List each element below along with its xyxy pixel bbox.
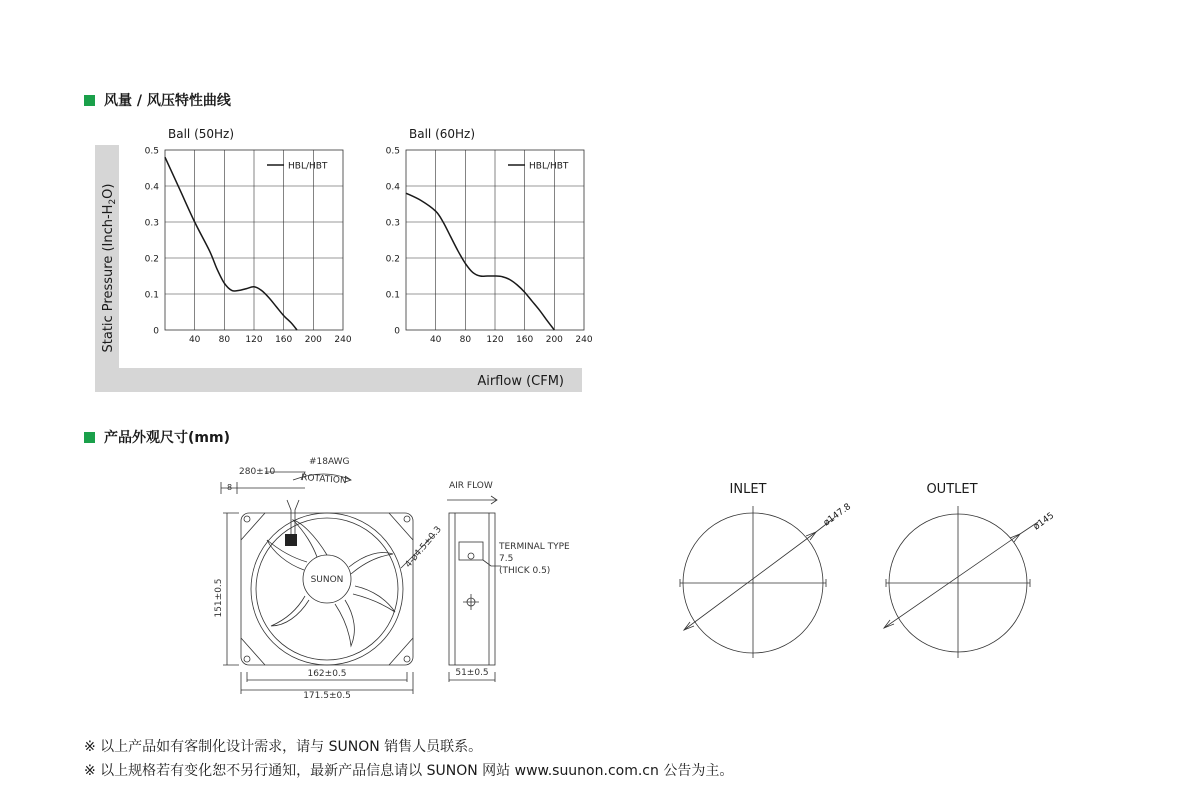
performance-curves-figure (92, 120, 592, 395)
side-view (447, 496, 501, 682)
x-tick-label: 120 (245, 335, 263, 345)
section-bullet-icon (84, 95, 95, 106)
terminal-type-label: TERMINAL TYPE (499, 542, 570, 552)
chart-title: Ball (50Hz) (168, 127, 235, 141)
section-bullet-icon (84, 432, 95, 443)
height-label: 151±0.5 (214, 578, 224, 618)
x-tick-label: 200 (545, 335, 563, 345)
outlet-view (884, 506, 1038, 658)
frame-corners (241, 513, 413, 665)
y-tick-label: 0.5 (144, 146, 159, 157)
rotation-label: ROTATION (300, 473, 347, 487)
pitch-label: 162±0.5 (307, 669, 347, 679)
mount-hole (404, 656, 410, 662)
legend (267, 162, 328, 172)
section-title-curves (84, 90, 231, 110)
terminal-screw (468, 553, 474, 559)
outlet-dia-label: ø145 (1031, 511, 1057, 533)
chart-ball-60hz (386, 127, 593, 345)
outlet-label: OUTLET (926, 482, 978, 497)
y-tick-label: 0 (394, 326, 400, 337)
inlet-dia-line (684, 518, 834, 630)
x-tick-label: 240 (575, 335, 593, 345)
chart-ball-50hz (145, 127, 352, 345)
inlet-outlet-drawing (664, 476, 1057, 666)
x-axis-label: Airflow (CFM) (477, 374, 564, 389)
fan-venturi-inner (256, 518, 398, 660)
inlet-view (680, 506, 834, 658)
y-tick-label: 0.4 (144, 182, 159, 193)
x-tick-label: 40 (429, 335, 442, 345)
section-title-dimensions (84, 427, 230, 447)
mount-hole (244, 656, 250, 662)
x-tick-label: 200 (304, 335, 322, 345)
y-tick-label: 0.2 (385, 254, 400, 265)
airflow-label: AIR FLOW (449, 481, 493, 491)
side-frame (449, 513, 495, 665)
fan-dimension-drawing (205, 450, 605, 705)
series-line-hbl-hbt (165, 157, 297, 330)
inlet-dia-label: ø147.8 (821, 501, 854, 529)
y-tick-label: 0.5 (385, 146, 400, 157)
inlet-label: INLET (729, 482, 767, 497)
brand-label: SUNON (310, 575, 344, 585)
series-line-hbl-hbt (406, 193, 554, 330)
wire-dim-line (221, 482, 305, 494)
section-title-text: 产品外观尺寸(mm) (104, 430, 230, 446)
note-specification: ※ 以上规格若有变化恕不另行通知，最新产品信息请以 SUNON 网站 www.suunon.com.cn 公告为主。 (84, 763, 734, 779)
terminal-box (459, 542, 483, 560)
inlet-centerlines (680, 506, 826, 658)
mount-hole (404, 516, 410, 522)
x-tick-label: 80 (459, 335, 472, 345)
x-tick-label: 160 (275, 335, 293, 345)
y-tick-label: 0.3 (385, 218, 400, 229)
y-tick-label: 0.4 (385, 182, 400, 193)
legend-label: HBL/HBT (529, 161, 569, 172)
section-title-text: 风量 / 风压特性曲线 (104, 93, 231, 109)
height-dim-line (223, 513, 239, 665)
depth-label: 51±0.5 (455, 668, 489, 678)
mount-hole (244, 516, 250, 522)
x-tick-label: 240 (334, 335, 352, 345)
y-tick-label: 0.1 (385, 290, 400, 301)
chart-title: Ball (60Hz) (409, 127, 476, 141)
width-label: 171.5±0.5 (303, 691, 351, 701)
airflow-arrow (447, 496, 497, 504)
x-tick-label: 80 (218, 335, 231, 345)
terminal-size-label: 7.5 (499, 554, 514, 564)
y-tick-label: 0.1 (144, 290, 159, 301)
legend (508, 162, 569, 172)
y-tick-label: 0.3 (144, 218, 159, 229)
note-customization: ※ 以上产品如有客制化设计需求，请与 SUNON 销售人员联系。 (84, 739, 483, 755)
y-axis-label: Static Pressure $(Inch-H_2O)$ (101, 183, 118, 353)
side-screw-cross (463, 594, 479, 610)
fan-venturi-outer (251, 513, 403, 665)
side-flanges (455, 513, 489, 665)
outlet-centerlines (886, 506, 1030, 658)
y-tick-label: 0.2 (144, 254, 159, 265)
wire-grommet (285, 534, 297, 546)
strip-length-label: 8 (227, 483, 233, 492)
legend-label: HBL/HBT (288, 161, 328, 172)
awg-label: #18AWG (309, 457, 350, 467)
terminal-thick-label: (THICK 0.5) (499, 566, 551, 576)
x-tick-label: 120 (486, 335, 504, 345)
x-tick-label: 40 (188, 335, 201, 345)
outlet-dia-line (884, 522, 1038, 628)
y-tick-label: 0 (153, 326, 159, 337)
fan-frame (241, 513, 413, 665)
x-tick-label: 160 (516, 335, 534, 345)
wire-length-label: 280±10 (239, 467, 276, 477)
hole-label: 4-ø4.5±0.3 (403, 524, 444, 570)
